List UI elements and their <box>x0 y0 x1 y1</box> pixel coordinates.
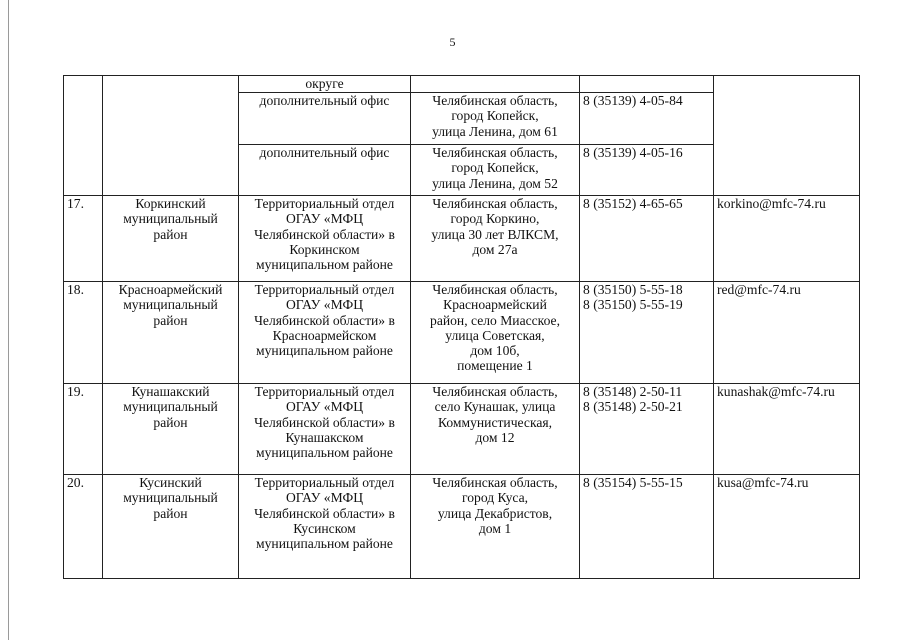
phone-cell: 8 (35148) 2-50-11 8 (35148) 2-50-21 <box>580 384 714 475</box>
district-cell: Красноармейский муниципальный район <box>103 282 239 384</box>
phone-cell: 8 (35152) 4-65-65 <box>580 196 714 282</box>
district-cell: Кусинский муниципальный район <box>103 475 239 579</box>
office-cell: округе <box>239 76 411 93</box>
phone-cell: 8 (35139) 4-05-16 <box>580 145 714 196</box>
address-cell: Челябинская область, город Копейск, улица Ленина, дом 61 <box>411 93 580 145</box>
email-cell: kusa@mfc-74.ru <box>714 475 860 579</box>
row-number: 20. <box>64 475 103 579</box>
phone-cell: 8 (35139) 4-05-84 <box>580 93 714 145</box>
table-row <box>64 475 860 579</box>
table-row <box>64 196 860 282</box>
phone-cell: 8 (35150) 5-55-18 8 (35150) 5-55-19 <box>580 282 714 384</box>
email-cell: korkino@mfc-74.ru <box>714 196 860 282</box>
district-cell: Коркинский муниципальный район <box>103 196 239 282</box>
row-number: 18. <box>64 282 103 384</box>
address-cell: Челябинская область, город Куса, улица Декабристов, дом 1 <box>411 475 580 579</box>
address-cell <box>411 76 580 93</box>
mfc-offices-table <box>63 75 860 579</box>
office-cell: Территориальный отдел ОГАУ «МФЦ Челябинской области» в Кунашакском муниципальном районе <box>239 384 411 475</box>
address-cell: Челябинская область, город Копейск, улица Ленина, дом 52 <box>411 145 580 196</box>
table-row <box>64 384 860 475</box>
email-cell: kunashak@mfc-74.ru <box>714 384 860 475</box>
table-row <box>64 282 860 384</box>
row-number <box>64 76 103 196</box>
address-cell: Челябинская область, Красноармейский район, село Миасское, улица Советская, дом 10б, помещение 1 <box>411 282 580 384</box>
office-cell: дополнительный офис <box>239 93 411 145</box>
row-number: 19. <box>64 384 103 475</box>
table-row <box>64 76 860 93</box>
district-cell <box>103 76 239 196</box>
address-cell: Челябинская область, город Коркино, улица 30 лет ВЛКСМ, дом 27а <box>411 196 580 282</box>
district-cell: Кунашакский муниципальный район <box>103 384 239 475</box>
phone-cell: 8 (35154) 5-55-15 <box>580 475 714 579</box>
phone-cell <box>580 76 714 93</box>
office-cell: Территориальный отдел ОГАУ «МФЦ Челябинской области» в Красноармейском муниципальном районе <box>239 282 411 384</box>
row-number: 17. <box>64 196 103 282</box>
office-cell: Территориальный отдел ОГАУ «МФЦ Челябинской области» в Коркинском муниципальном районе <box>239 196 411 282</box>
office-cell: Территориальный отдел ОГАУ «МФЦ Челябинской области» в Кусинском муниципальном районе <box>239 475 411 579</box>
page-number: 5 <box>449 35 456 49</box>
email-cell: red@mfc-74.ru <box>714 282 860 384</box>
office-cell: дополнительный офис <box>239 145 411 196</box>
email-cell <box>714 76 860 196</box>
scan-edge-line <box>8 0 9 640</box>
address-cell: Челябинская область, село Кунашак, улица Коммунистическая, дом 12 <box>411 384 580 475</box>
